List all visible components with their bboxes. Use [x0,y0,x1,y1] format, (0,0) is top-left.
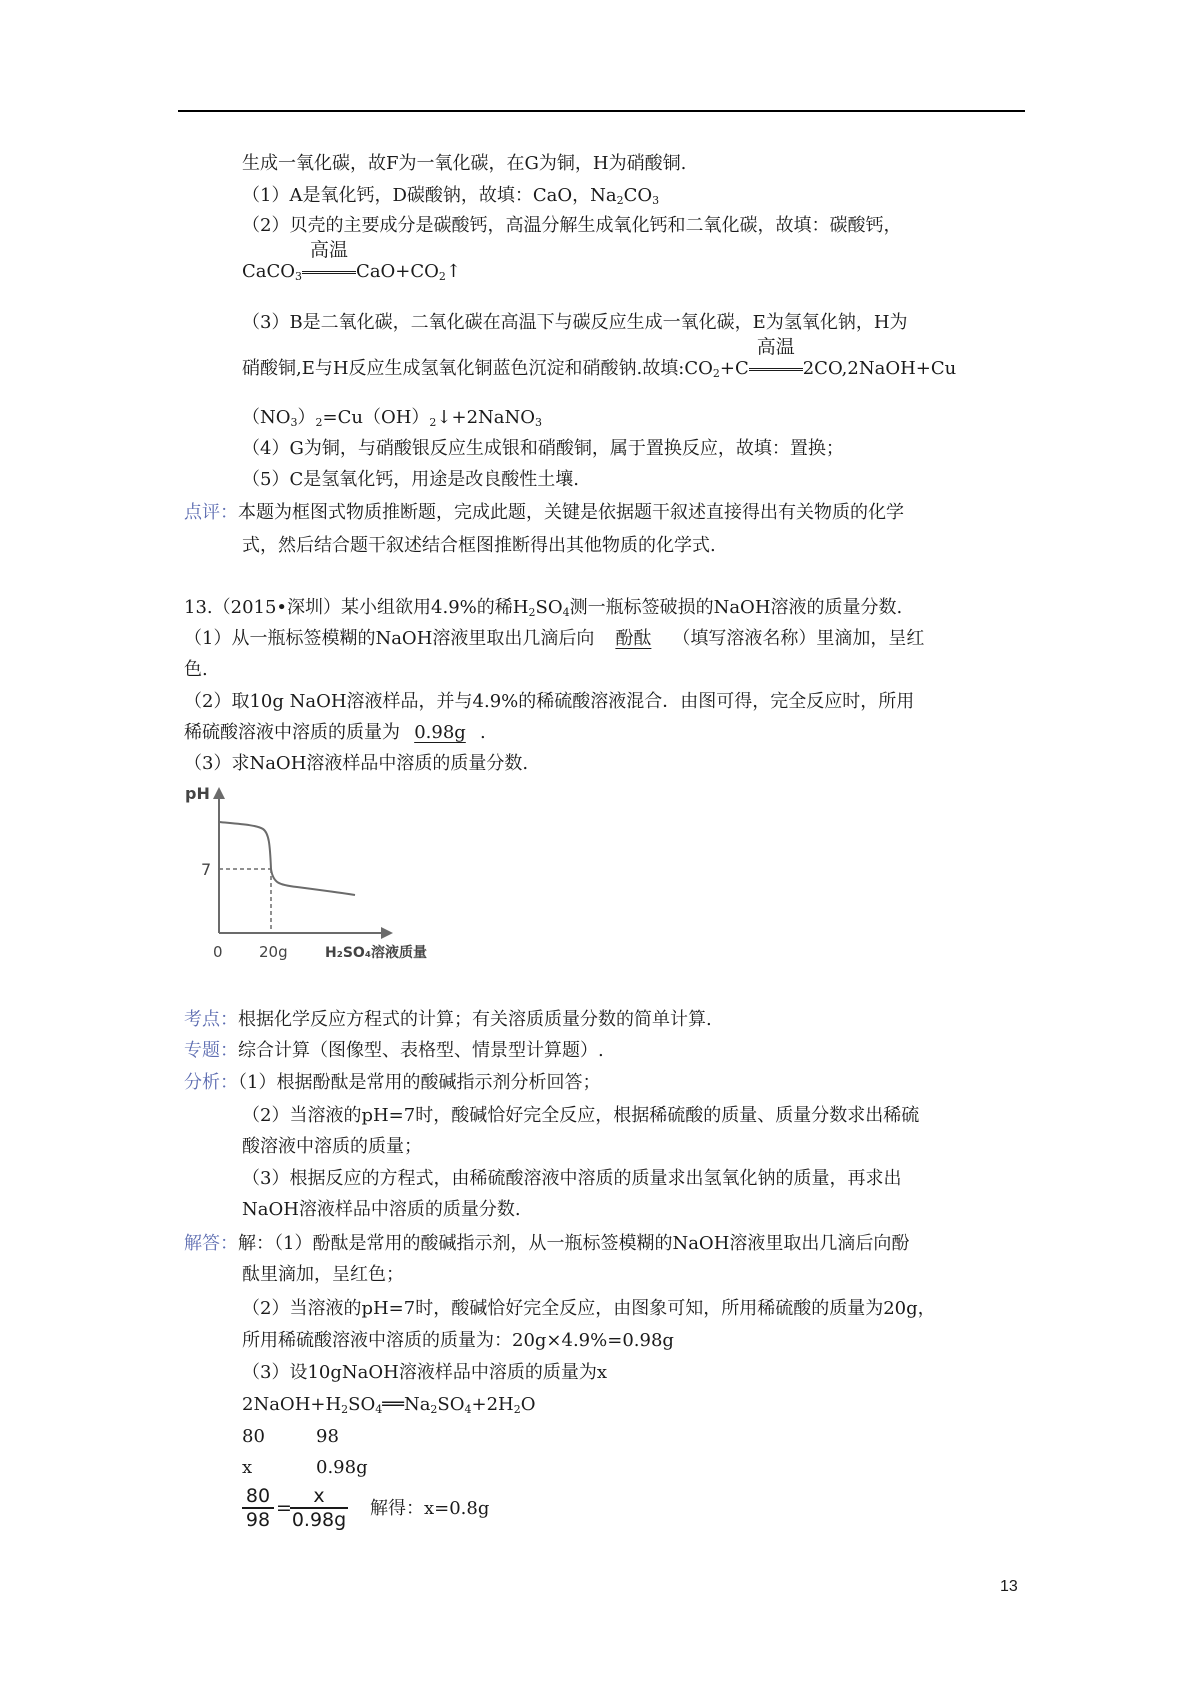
x-axis-arrow [381,927,393,939]
ratio-row: 98 [316,1426,339,1447]
solution-line: （2）当溶液的pH=7时，酸碱恰好完全反应，由图象可知，所用稀硫酸的质量为20g， [242,1298,936,1319]
analysis-line: 分析：（1）根据酚酞是常用的酸碱指示剂分析回答； [184,1072,601,1093]
text-line: （1）A是氧化钙，D碳酸钠，故填：CaO，$Na_2CO_3$ [242,185,660,207]
y-axis-label: pH [185,785,210,803]
ph-titration-chart [185,785,435,970]
reaction-condition: 高温 [302,260,356,284]
solution-line: 酞里滴加，呈红色； [242,1264,404,1285]
ph-curve [219,822,355,895]
answer-blank: 酚酞 [615,628,652,649]
text-line: 生成一氧化碳，故F为一氧化碳，在G为铜，H为硝酸铜. [242,153,687,174]
fenxi-label: 分析： [184,1072,238,1093]
reaction-condition: 高温 [749,357,803,381]
question-part: （1）从一瓶标签模糊的NaOH溶液里取出几滴后向 酚酞 （填写溶液名称）里滴加，呈红 [184,628,925,649]
question-part: （3）求NaOH溶液样品中溶质的质量分数. [184,753,529,774]
comment-label: 点评： [184,502,238,523]
page-number: 13 [1000,1578,1018,1595]
analysis-line: 考点：根据化学反应方程式的计算；有关溶质质量分数的简单计算. [184,1009,712,1030]
question-part: 稀硫酸溶液中溶质的质量为 0.98g . [184,722,486,743]
ratio-row: 0.98g [316,1457,368,1478]
y-tick-label: 7 [201,860,212,879]
analysis-line: （2）当溶液的pH=7时，酸碱恰好完全反应，根据稀硫酸的质量、质量分数求出稀硫 [242,1105,920,1126]
ratio-row: 80 [242,1426,265,1447]
comment-line: 式，然后结合题干叙述结合框图推断得出其他物质的化学式. [242,535,716,556]
jieda-label: 解答： [184,1233,238,1254]
text-line: （2）贝壳的主要成分是碳酸钙，高温分解生成氧化钙和二氧化碳，故填：碳酸钙， [242,215,902,236]
analysis-line: 专题：综合计算（图像型、表格型、情景型计算题）. [184,1040,604,1061]
header-rule [178,110,1025,112]
x-axis-label: H₂SO₄溶液质量 [325,945,427,961]
analysis-line: （3）根据反应的方程式，由稀硫酸溶液中溶质的质量求出氢氧化钠的质量，再求出 [242,1168,902,1189]
solution-line: 解答：解：（1）酚酞是常用的酸碱指示剂，从一瓶标签模糊的NaOH溶液里取出几滴后向酚 [184,1233,910,1254]
zhuanti-label: 专题： [184,1040,238,1061]
x-tick-label: 20g [259,943,288,961]
equation-line: CaCO$_3$ 高温 $CaO+CO_2↑$ [242,239,462,283]
ratio-row: x [242,1457,253,1478]
question-stem: 13.（2015•深圳）某小组欲用4.9%的稀$H_2SO_4$测一瓶标签破损的NaOH溶液的质量分数. [184,597,903,619]
text-line: （5）C是氢氧化钙，用途是改良酸性土壤. [242,469,579,490]
comment-line: 点评：本题为框图式物质推断题，完成此题，关键是依据题干叙述直接得出有关物质的化学 [184,502,904,523]
equation-line: 硝酸铜,E与H反应生成氢氧化铜蓝色沉淀和硝酸钠.故填$:CO_2+C$ 高温 2CO,2NaOH+Cu [242,336,957,380]
question-part: （2）取10g NaOH溶液样品，并与4.9%的稀硫酸溶液混合．由图可得，完全反应时，所用 [184,691,915,712]
answer-blank: 0.98g [414,722,466,743]
result-line: 解得：x=0.8g [370,1498,490,1519]
y-axis-arrow [213,787,225,799]
analysis-line: 酸溶液中溶质的质量； [242,1136,422,1157]
kaodian-label: 考点： [184,1009,238,1030]
fraction-80-98: $\frac{80}{98}$ [242,1485,274,1531]
text-line: （3）B是二氧化碳，二氧化碳在高温下与碳反应生成一氧化碳，E为氢氧化钠，H为 [242,312,908,333]
origin-label: 0 [213,943,223,961]
chemical-equation: $2NaOH+H_2SO_4══Na_2SO_4+2H_2O$ [242,1394,536,1416]
solution-line: 所用稀硫酸溶液中溶质的质量为：20g×4.9%=0.98g [242,1330,674,1351]
equals-sign: = [276,1497,292,1519]
question-part: 色. [184,659,208,680]
solution-line: （3）设10gNaOH溶液样品中溶质的质量为x [242,1362,607,1383]
equation-line: $(NO_3)_2=Cu(OH)_2↓+2NaNO_3$ [242,407,543,429]
analysis-line: NaOH溶液样品中溶质的质量分数. [242,1199,521,1220]
fraction-x-098: $\frac{x}{0.98g}$ [291,1485,347,1531]
text-line: （4）G为铜，与硝酸银反应生成银和硝酸铜，属于置换反应，故填：置换； [242,438,844,459]
